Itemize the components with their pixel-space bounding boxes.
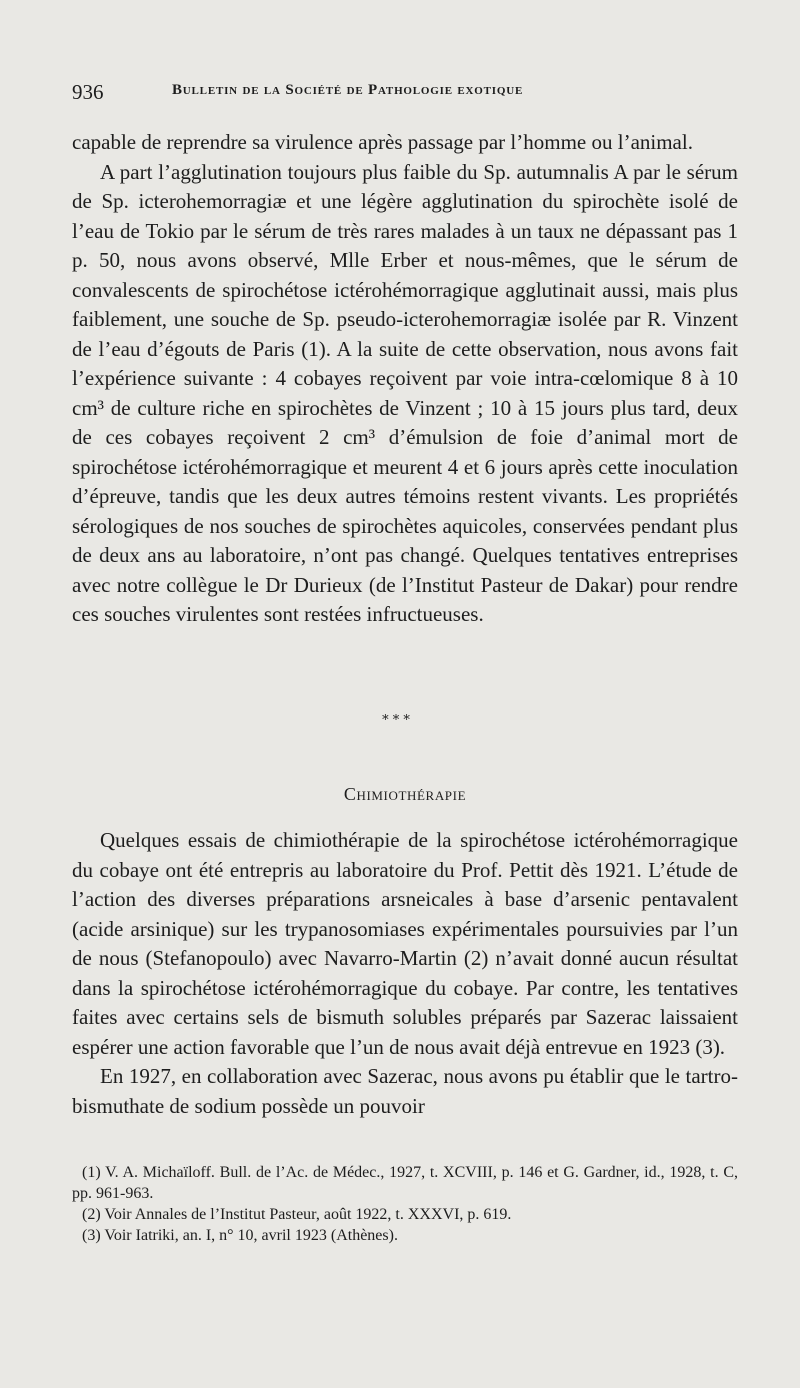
paragraph-1927: En 1927, en collaboration avec Sazerac, nous avons pu établir que le tartro-bismuthate de sodium possède un pouvoir (72, 1064, 738, 1118)
footnote-3: (3) Voir Iatriki, an. I, n° 10, avril 1923 (Athènes). (82, 1227, 398, 1244)
paragraph-chemotherapy: Quelques essais de chimiothérapie de la spirochétose ictérohémorragique du cobaye ont été entrepris au laboratoire du Prof. Pettit dès 1921. L’étude de l’action des diverses préparations arsneicales à base d’arsenic pentavalent (acide arsinique) sur les trypanosomiases expérimentales poursuivies par l’un de nous (Stefanopoulo) avec Navarro-Martin (2) n’avait donné aucun résultat dans la spirochétose ictérohémorragique du cobaye. Par contre, les tentatives faites avec certains sels de bismuth solubles préparés par Sazerac laissaient espérer une action favorable que l’un de nous avait déjà entrevue en 1923 (3). (72, 828, 738, 1059)
running-title: Bulletin de la Société de Pathologie exotique (172, 82, 524, 98)
footnote-1: (1) V. A. Michaïloff. Bull. de l’Ac. de Médec., 1927, t. XCVIII, p. 146 et G. Gardner, id., 1928, t. C, pp. 961-963. (72, 1164, 738, 1202)
main-text (72, 128, 738, 630)
paragraph-continuation: capable de reprendre sa virulence après passage par l’homme ou l’animal. (72, 130, 693, 154)
page-header (72, 80, 738, 116)
paragraph-agglutination: A part l’agglutination toujours plus faible du Sp. autumnalis A par le sérum de Sp. icterohemorragiæ et une légère agglutination du spirochète isolé de l’eau de Tokio par le sérum de très rares malades à un taux ne dépassant pas 1 p. 50, nous avons observé, Mlle Erber et nous-mêmes, que le sérum de convalescents de spirochétose ictérohémorragique agglutinait aussi, mais plus faiblement, une souche de Sp. pseudo-icterohemorragiæ isolée par R. Vinzent de l’eau d’égouts de Paris (1). A la suite de cette observation, nous avons fait l’expérience suivante : 4 cobayes reçoivent par voie intra-cœlomique 8 à 10 cm³ de culture riche en spirochètes de Vinzent ; 10 à 15 jours plus tard, deux de ces cobayes reçoivent 2 cm³ d’émulsion de foie d’animal mort de spirochétose ictérohémorragique et meurent 4 et 6 jours après cette inoculation d’épreuve, tandis que les deux autres témoins restent vivants. Les propriétés sérologiques de nos souches de spirochètes aquicoles, conservées pendant plus de deux ans au laboratoire, n’ont pas changé. Quelques tentatives entreprises avec notre collègue le Dr Durieux (de l’Institut Pasteur de Dakar) pour rendre ces souches virulentes sont restées infructueuses. (72, 159, 738, 626)
section-title: Chimiothérapie (343, 784, 467, 804)
footnotes (72, 1162, 738, 1246)
section-text (72, 826, 738, 1121)
page-number: 936 (72, 80, 104, 104)
section-separator: * * * (382, 713, 410, 728)
footnote-2: (2) Voir Annales de l’Institut Pasteur, août 1922, t. XXXVI, p. 619. (82, 1206, 512, 1223)
